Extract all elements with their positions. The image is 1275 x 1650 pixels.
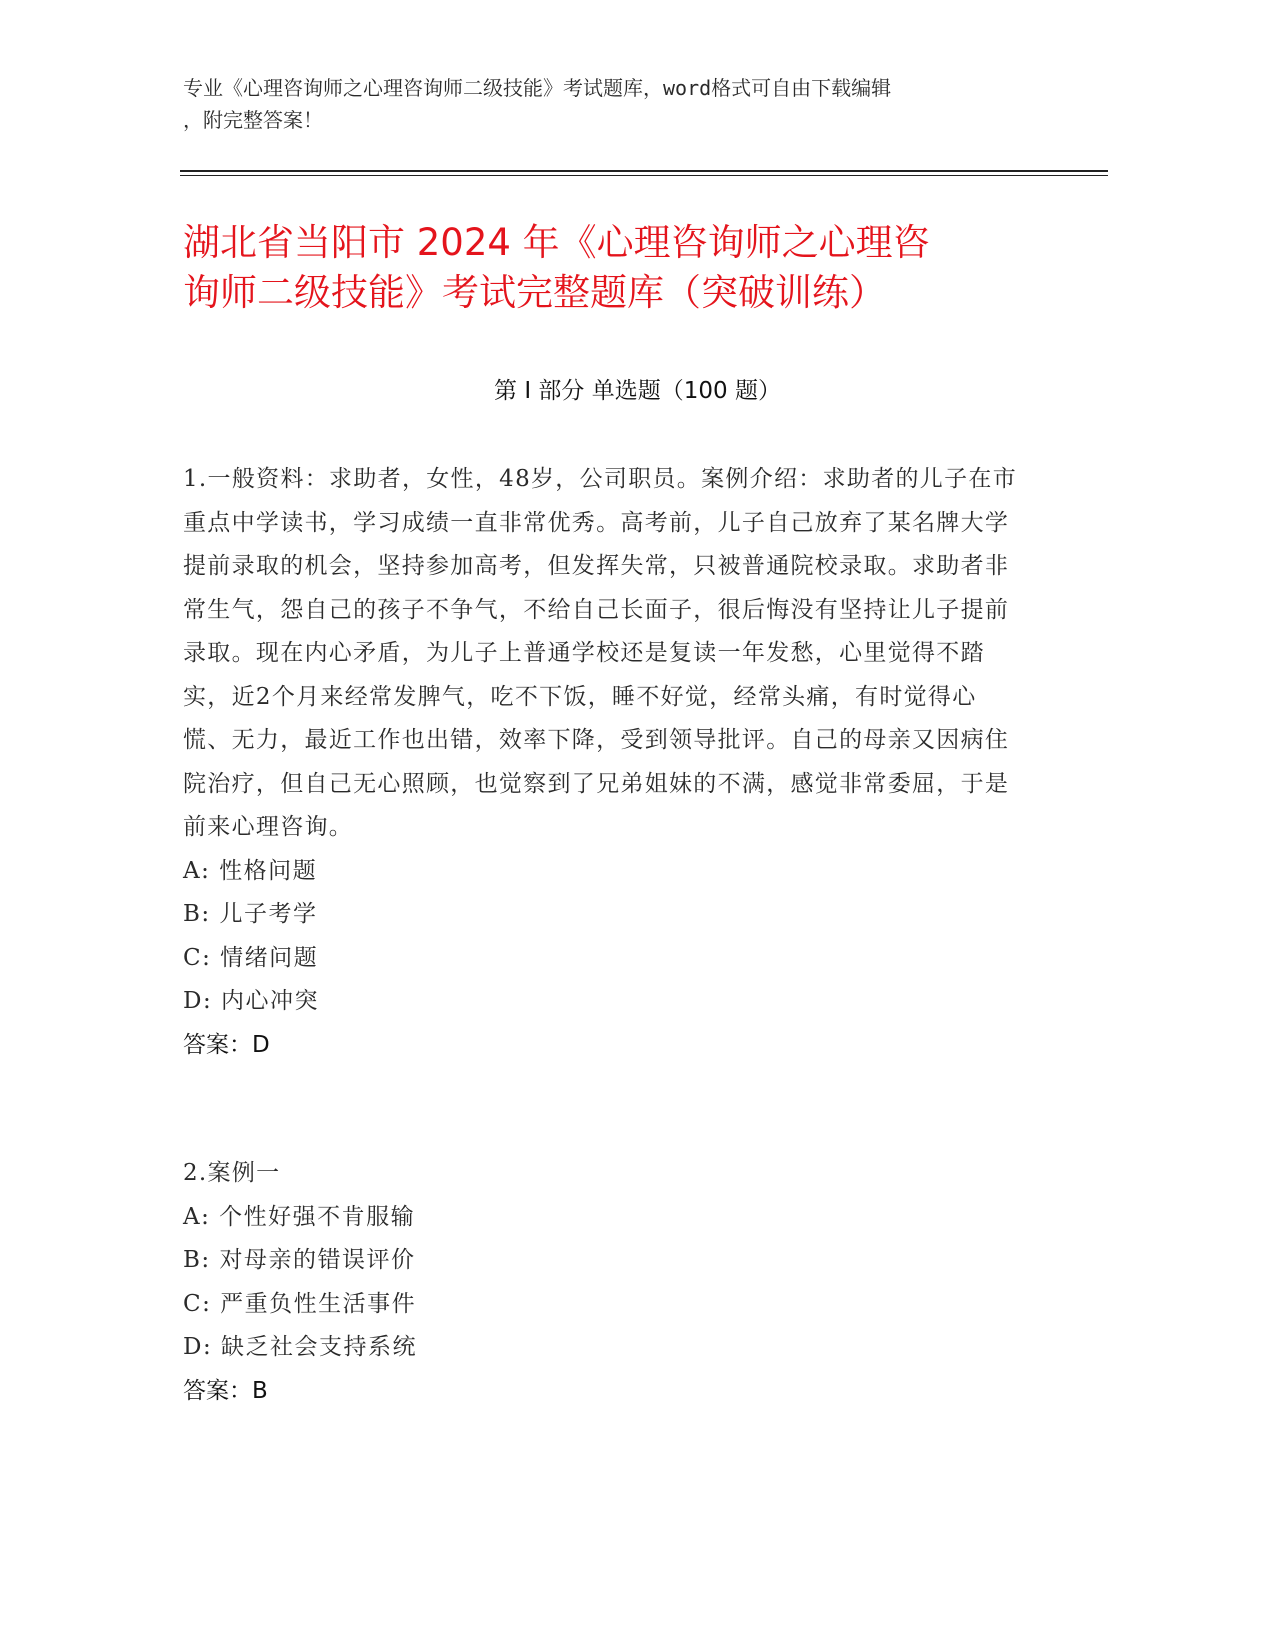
document-title-line1: 湖北省当阳市 2024 年《心理咨询师之心理咨 — [183, 221, 930, 264]
answer: 答案：D — [183, 1031, 270, 1058]
option-b: B: 对母亲的错误评价 — [183, 1247, 416, 1273]
header-note-line1: 专业《心理咨询师之心理咨询师二级技能》考试题库，word格式可自由下载编辑 — [183, 76, 892, 100]
header-rule-bottom — [180, 175, 1108, 176]
option-b: B: 儿子考学 — [183, 901, 318, 927]
question-2 — [183, 1152, 1023, 1413]
header-note-line2: ，附完整答案！ — [183, 108, 323, 132]
document-title — [183, 218, 1083, 318]
option-a: A: 个性好强不肯服输 — [183, 1203, 416, 1230]
section-heading: 第 I 部分 单选题（100 题） — [494, 378, 781, 404]
option-c: C: 情绪问题 — [183, 944, 319, 971]
option-d: D: 缺乏社会支持系统 — [183, 1334, 418, 1360]
option-d: D: 内心冲突 — [183, 988, 320, 1014]
question-stem: 2.案例一 — [183, 1160, 281, 1186]
option-c: C: 严重负性生活事件 — [183, 1290, 417, 1317]
document-title-line2: 询师二级技能》考试完整题库（突破训练） — [183, 271, 886, 314]
question-stem: 1.一般资料：求助者，女性，48岁，公司职员。案例介绍：求助者的儿子在市重点中学读书，学习成绩一直非常优秀。高考前，儿子自己放弃了某名牌大学提前录取的机会，坚持参加高考，但发挥失常，只被普通院校录取。求助者非常生气，怨自己的孩子不争气，不给自己长面子，很后悔没有坚持让儿子提前录取。现在内心矛盾，为儿子上普通学校还是复读一年发愁，心里觉得不踏实，近2个月来经常发脾气，吃不下饭，睡不好觉，经常头痛，有时觉得心慌、无力，最近工作也出错，效率下降，受到领导批评。自己的母亲又因病住院治疗，但自己无心照顾，也觉察到了兄弟姐妹的不满，感觉非常委屈，于是前来心理咨询。 — [183, 466, 1018, 840]
header-rule-top — [180, 170, 1108, 172]
header-note — [183, 72, 1043, 136]
answer: 答案：B — [183, 1377, 268, 1404]
question-1 — [183, 458, 1023, 1067]
option-a: A: 性格问题 — [183, 857, 318, 884]
